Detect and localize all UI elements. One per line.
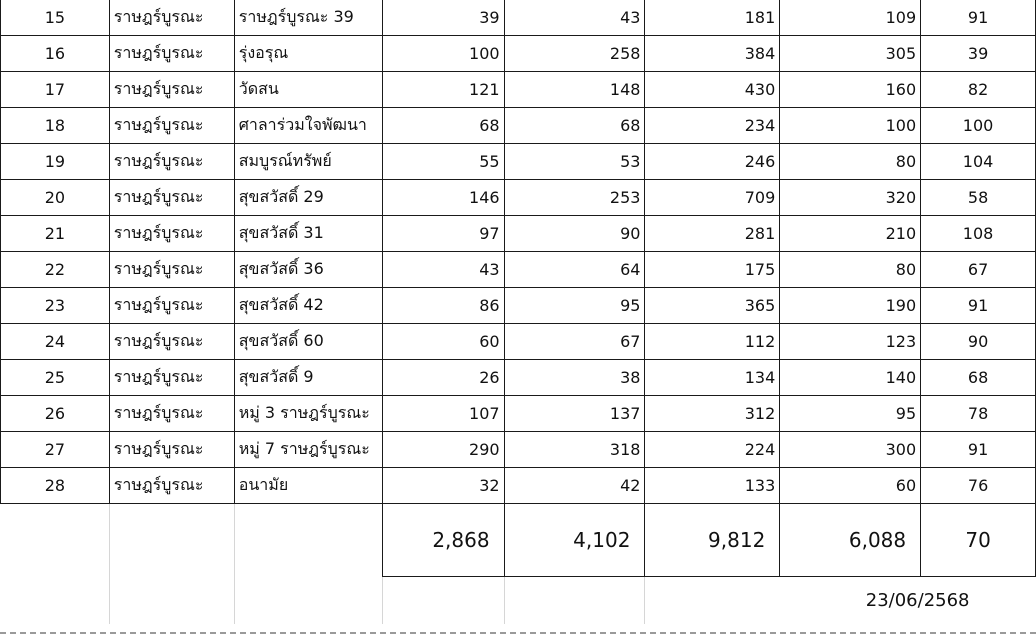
value-4-cell[interactable]: 60 [780,468,921,504]
value-2-cell[interactable]: 67 [504,324,645,360]
district-cell[interactable]: ราษฎร์บูรณะ [109,108,234,144]
value-5-cell[interactable]: 91 [921,288,1036,324]
value-4-cell[interactable]: 95 [780,396,921,432]
value-5-cell[interactable]: 58 [921,180,1036,216]
community-cell[interactable]: รุ่งอรุณ [234,36,382,72]
value-5-cell[interactable]: 39 [921,36,1036,72]
district-cell[interactable]: ราษฎร์บูรณะ [109,288,234,324]
value-3-cell[interactable]: 112 [645,324,780,360]
row-number-cell[interactable]: 15 [1,0,110,36]
table-row [1,144,1036,180]
community-cell[interactable]: อนามัย [234,468,382,504]
row-number-cell[interactable]: 22 [1,252,110,288]
value-4-cell[interactable]: 109 [780,0,921,36]
value-4-cell[interactable]: 320 [780,180,921,216]
empty-cell[interactable] [382,577,504,624]
row-number-cell[interactable]: 24 [1,324,110,360]
value-1-cell[interactable]: 39 [382,0,504,36]
community-cell[interactable]: วัดสน [234,72,382,108]
value-4-cell[interactable]: 80 [780,144,921,180]
value-1-cell[interactable]: 43 [382,252,504,288]
table-row [1,0,1036,36]
table-row [1,72,1036,108]
empty-cell[interactable] [1,577,110,624]
district-cell[interactable]: ราษฎร์บูรณะ [109,144,234,180]
value-5-cell[interactable]: 91 [921,432,1036,468]
value-2-cell[interactable]: 95 [504,288,645,324]
total-v1-cell[interactable]: 2,868 [382,504,504,577]
district-cell[interactable]: ราษฎร์บูรณะ [109,252,234,288]
community-cell[interactable]: หมู่ 3 ราษฎร์บูรณะ [234,396,382,432]
value-5-cell[interactable]: 90 [921,324,1036,360]
district-cell[interactable]: ราษฎร์บูรณะ [109,0,234,36]
community-cell[interactable]: สมบูรณ์ทรัพย์ [234,144,382,180]
value-2-cell[interactable]: 90 [504,216,645,252]
community-cell[interactable]: สุขสวัสดิ์ 42 [234,288,382,324]
district-cell[interactable]: ราษฎร์บูรณะ [109,324,234,360]
district-cell[interactable]: ราษฎร์บูรณะ [109,396,234,432]
value-5-cell[interactable]: 78 [921,396,1036,432]
row-number-cell[interactable]: 19 [1,144,110,180]
value-2-cell[interactable]: 53 [504,144,645,180]
row-number-cell[interactable]: 26 [1,396,110,432]
value-2-cell[interactable]: 38 [504,360,645,396]
row-number-cell[interactable]: 21 [1,216,110,252]
value-4-cell[interactable]: 100 [780,108,921,144]
district-cell[interactable]: ราษฎร์บูรณะ [109,72,234,108]
table-row [1,180,1036,216]
value-5-cell[interactable]: 82 [921,72,1036,108]
value-3-cell[interactable]: 430 [645,72,780,108]
table-row [1,360,1036,396]
value-3-cell[interactable]: 234 [645,108,780,144]
row-number-cell[interactable]: 17 [1,72,110,108]
empty-cell[interactable] [504,577,645,624]
community-cell[interactable]: สุขสวัสดิ์ 29 [234,180,382,216]
value-2-cell[interactable]: 137 [504,396,645,432]
total-v2-cell[interactable]: 4,102 [504,504,645,577]
value-5-cell[interactable]: 104 [921,144,1036,180]
value-2-cell[interactable]: 253 [504,180,645,216]
value-1-cell[interactable]: 146 [382,180,504,216]
row-number-cell[interactable]: 25 [1,360,110,396]
value-1-cell[interactable]: 60 [382,324,504,360]
value-1-cell[interactable]: 107 [382,396,504,432]
value-2-cell[interactable]: 258 [504,36,645,72]
table-row [1,468,1036,504]
row-number-cell[interactable]: 28 [1,468,110,504]
totals-row [1,504,1036,577]
value-3-cell[interactable]: 246 [645,144,780,180]
value-4-cell[interactable]: 305 [780,36,921,72]
table-row [1,108,1036,144]
value-1-cell[interactable]: 97 [382,216,504,252]
total-v3-cell[interactable]: 9,812 [645,504,780,577]
value-1-cell[interactable]: 55 [382,144,504,180]
value-3-cell[interactable]: 181 [645,0,780,36]
page-break-line [0,632,1036,634]
value-5-cell[interactable]: 108 [921,216,1036,252]
community-cell[interactable]: หมู่ 7 ราษฎร์บูรณะ [234,432,382,468]
value-3-cell[interactable]: 312 [645,396,780,432]
value-1-cell[interactable]: 32 [382,468,504,504]
value-1-cell[interactable]: 290 [382,432,504,468]
value-2-cell[interactable]: 68 [504,108,645,144]
row-number-cell[interactable]: 23 [1,288,110,324]
value-3-cell[interactable]: 384 [645,36,780,72]
value-4-cell[interactable]: 210 [780,216,921,252]
total-v4-cell[interactable]: 6,088 [780,504,921,577]
table-row [1,36,1036,72]
district-cell[interactable]: ราษฎร์บูรณะ [109,468,234,504]
table-row [1,252,1036,288]
footer-row [1,577,1036,624]
value-4-cell[interactable]: 160 [780,72,921,108]
value-5-cell[interactable]: 76 [921,468,1036,504]
district-cell[interactable]: ราษฎร์บูรณะ [109,180,234,216]
community-cell[interactable]: สุขสวัสดิ์ 36 [234,252,382,288]
row-number-cell[interactable]: 16 [1,36,110,72]
empty-cell[interactable] [109,504,234,577]
district-cell[interactable]: ราษฎร์บูรณะ [109,432,234,468]
empty-cell[interactable] [234,504,382,577]
value-4-cell[interactable]: 140 [780,360,921,396]
value-3-cell[interactable]: 224 [645,432,780,468]
report-date[interactable]: 23/06/2568 [865,589,970,611]
row-number-cell[interactable]: 18 [1,108,110,144]
district-cell[interactable]: ราษฎร์บูรณะ [109,216,234,252]
community-cell[interactable]: สุขสวัสดิ์ 31 [234,216,382,252]
empty-cell[interactable] [1,504,110,577]
table-row [1,216,1036,252]
value-4-cell[interactable]: 300 [780,432,921,468]
value-4-cell[interactable]: 190 [780,288,921,324]
value-5-cell[interactable]: 67 [921,252,1036,288]
community-cell[interactable]: ศาลาร่วมใจพัฒนา [234,108,382,144]
table-row [1,324,1036,360]
empty-cell[interactable] [109,577,234,624]
table-row [1,396,1036,432]
community-cell[interactable]: สุขสวัสดิ์ 60 [234,324,382,360]
value-3-cell[interactable]: 134 [645,360,780,396]
value-4-cell[interactable]: 80 [780,252,921,288]
value-1-cell[interactable]: 86 [382,288,504,324]
table-row [1,432,1036,468]
value-2-cell[interactable]: 42 [504,468,645,504]
value-5-cell[interactable]: 100 [921,108,1036,144]
value-2-cell[interactable]: 148 [504,72,645,108]
value-3-cell[interactable]: 365 [645,288,780,324]
value-1-cell[interactable]: 68 [382,108,504,144]
value-2-cell[interactable]: 64 [504,252,645,288]
district-cell[interactable]: ราษฎร์บูรณะ [109,36,234,72]
value-1-cell[interactable]: 100 [382,36,504,72]
total-v5-cell[interactable]: 70 [921,504,1036,577]
value-2-cell[interactable]: 318 [504,432,645,468]
value-3-cell[interactable]: 281 [645,216,780,252]
value-1-cell[interactable]: 121 [382,72,504,108]
value-5-cell[interactable]: 91 [921,0,1036,36]
value-3-cell[interactable]: 133 [645,468,780,504]
district-cell[interactable]: ราษฎร์บูรณะ [109,360,234,396]
row-number-cell[interactable]: 27 [1,432,110,468]
value-2-cell[interactable]: 43 [504,0,645,36]
empty-cell[interactable] [234,577,382,624]
value-5-cell[interactable]: 68 [921,360,1036,396]
value-4-cell[interactable]: 123 [780,324,921,360]
row-number-cell[interactable]: 20 [1,180,110,216]
table-row [1,288,1036,324]
value-3-cell[interactable]: 709 [645,180,780,216]
community-cell[interactable]: ราษฎร์บูรณะ 39 [234,0,382,36]
value-3-cell[interactable]: 175 [645,252,780,288]
value-1-cell[interactable]: 26 [382,360,504,396]
community-cell[interactable]: สุขสวัสดิ์ 9 [234,360,382,396]
